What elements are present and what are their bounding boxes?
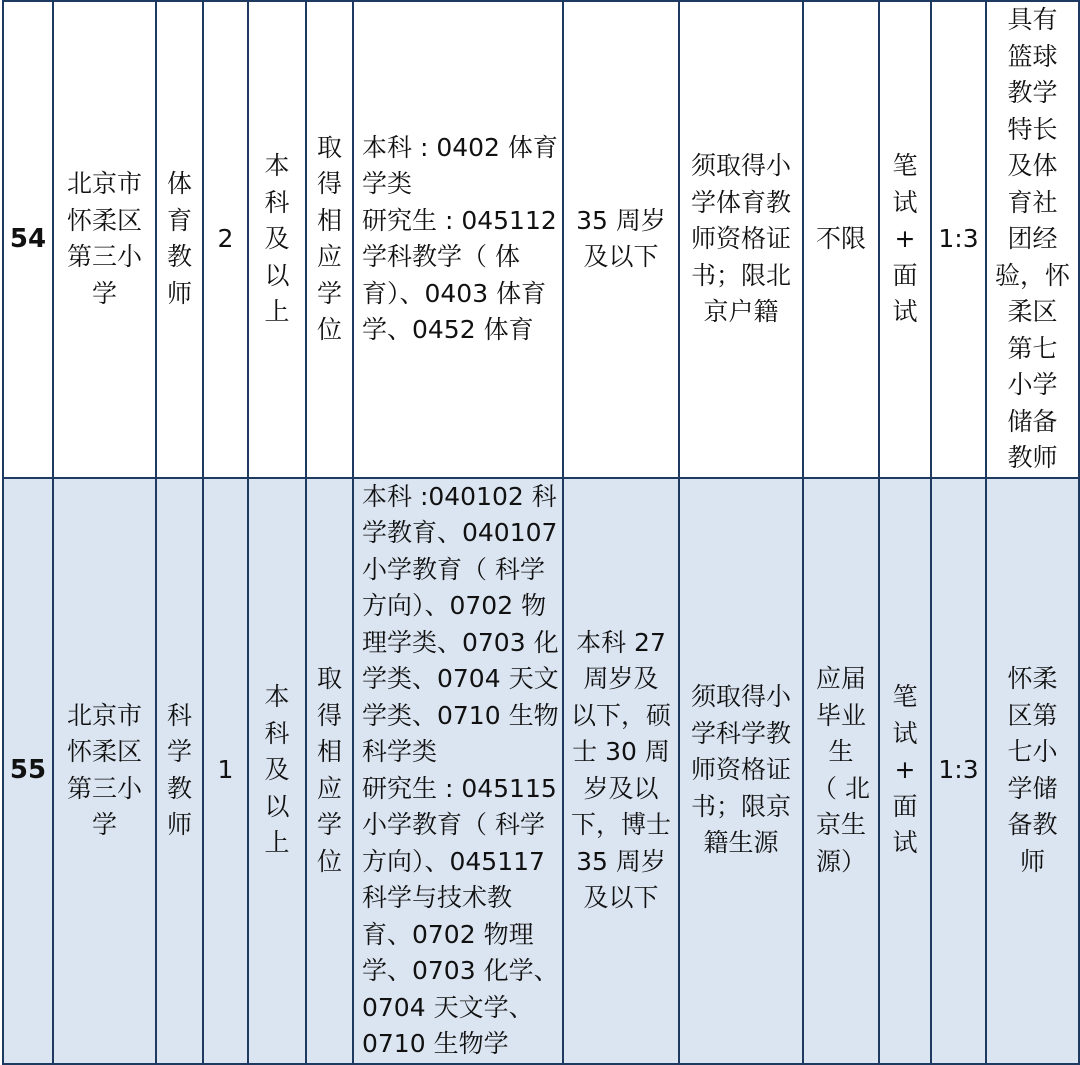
cell-degree-line: 得: [316, 700, 342, 730]
table-row: [3, 1, 1079, 478]
cell-exam-line: 试: [892, 718, 918, 748]
cell-position-line: 育: [166, 205, 192, 235]
cell-ratio: [931, 1, 986, 478]
cell-major-line: 学类、0704 天文: [362, 664, 559, 693]
cell-major-line: 本科 :040102 科: [362, 481, 557, 511]
cell-major-line: 0710 生物学: [362, 1029, 509, 1058]
table-body: [3, 1, 1079, 1064]
cell-unit: [53, 1, 156, 478]
cell-major-line: 方向）、0702 物: [362, 591, 547, 620]
cell-exam-line: 面: [892, 791, 918, 821]
cell-unit-line: 第三小: [66, 242, 142, 272]
cell-major-line: 学类: [362, 169, 413, 199]
cell-qualification-line: 须取得小: [690, 151, 791, 180]
cell-qualification-line: 书；限北: [690, 260, 791, 290]
cell-remarks-line: 柔区: [1007, 297, 1058, 326]
cell-major-line: 理学类、0703 化: [362, 627, 559, 657]
cell-remarks-line: 学储: [1007, 773, 1058, 803]
cell-household-line: 应届: [815, 664, 866, 693]
cell-remarks-line: 及体: [1007, 151, 1058, 180]
cell-major-line: 学教育、040107: [362, 518, 558, 547]
cell-education: [248, 1, 306, 478]
cell-number-text: 55: [9, 755, 47, 786]
cell-qualification: [679, 478, 803, 1064]
cell-unit-line: 北京市: [66, 169, 142, 199]
cell-degree-line: 相: [316, 737, 342, 766]
cell-degree-line: 相: [316, 205, 342, 235]
cell-major-line: 学类、0710 生物: [362, 700, 559, 730]
cell-unit-line: 怀柔区: [66, 737, 142, 766]
cell-major-line: 研究生 : 045112: [362, 205, 557, 235]
cell-position-line: 师: [166, 278, 192, 308]
cell-ratio-text: 1:3: [938, 755, 979, 785]
cell-exam-line: 试: [892, 187, 918, 217]
cell-education-line: 科: [264, 718, 290, 748]
cell-exam-line: 面: [892, 260, 918, 290]
cell-education-line: 及: [264, 755, 290, 785]
cell-major-line: 本科 : 0402 体育: [362, 132, 558, 162]
cell-unit-line: 怀柔区: [66, 205, 142, 235]
cell-education: [248, 478, 306, 1064]
cell-major: [353, 478, 563, 1064]
cell-remarks-line: 七小: [1007, 737, 1058, 766]
cell-household-line: 毕业: [815, 700, 866, 730]
cell-age: [563, 1, 679, 478]
cell-degree-line: 取: [316, 132, 342, 162]
cell-position-line: 学: [166, 737, 192, 766]
cell-ratio-text: 1:3: [938, 224, 979, 253]
cell-degree-line: 应: [316, 242, 342, 272]
cell-degree-line: 学: [316, 278, 342, 308]
cell-major-line: 学、0703 化学、: [362, 956, 559, 985]
cell-degree-line: 取: [316, 664, 342, 693]
cell-qualification-line: 学体育教: [690, 187, 791, 217]
cell-unit-line: 第三小: [66, 773, 142, 803]
table-row: [3, 478, 1079, 1064]
cell-degree-line: 得: [316, 169, 342, 199]
cell-qualification-line: 师资格证: [690, 224, 791, 253]
cell-remarks-line: 团经: [1007, 224, 1058, 253]
cell-remarks-line: 教学: [1007, 78, 1058, 107]
cell-exam-line: 笔: [892, 682, 918, 712]
cell-remarks-line: 备教: [1007, 810, 1058, 839]
cell-age-line: 35 周岁: [576, 846, 666, 876]
cell-age-line: 下，博士: [570, 810, 671, 839]
cell-household-line: 京生: [815, 810, 866, 839]
cell-exam: [879, 478, 931, 1064]
cell-major-line: 小学教育（ 科学: [362, 554, 545, 584]
cell-age-line: 士 30 周: [572, 737, 670, 766]
cell-remarks-line: 教师: [1007, 443, 1058, 472]
cell-remarks-line: 具有: [1007, 5, 1058, 34]
cell-household-line: 生: [828, 737, 854, 766]
cell-position-line: 体: [166, 169, 192, 199]
cell-education-line: 上: [264, 297, 290, 326]
cell-qualification-line: 书；限京: [690, 791, 791, 821]
cell-major-line: 方向）、045117: [362, 846, 545, 876]
cell-count-text: 1: [217, 755, 234, 785]
cell-unit-line: 北京市: [66, 700, 142, 730]
cell-number: [3, 1, 53, 478]
cell-household-line: （ 北: [812, 773, 870, 803]
cell-ratio: [931, 478, 986, 1064]
cell-position-line: 师: [166, 810, 192, 839]
cell-count-text: 2: [217, 224, 234, 253]
cell-degree: [306, 1, 353, 478]
cell-qualification-line: 籍生源: [703, 828, 779, 858]
cell-degree-line: 位: [316, 315, 342, 345]
cell-remarks-line: 小学: [1007, 370, 1058, 399]
cell-education-line: 本: [264, 151, 290, 180]
cell-exam-line: +: [894, 224, 916, 253]
cell-age-line: 以下，硕: [570, 700, 671, 730]
cell-unit-line: 学: [91, 810, 117, 839]
cell-degree-line: 位: [316, 846, 342, 876]
cell-major: [353, 1, 563, 478]
cell-remarks: [986, 1, 1079, 478]
cell-household: [803, 478, 879, 1064]
cell-age-line: 及以下: [583, 883, 659, 912]
cell-remarks-line: 储备: [1007, 406, 1058, 436]
cell-unit: [53, 478, 156, 1064]
cell-major-line: 育、0702 物理: [362, 919, 534, 949]
cell-remarks-line: 特长: [1007, 114, 1058, 144]
cell-count: [203, 478, 248, 1064]
recruitment-table: [2, 0, 1080, 1065]
cell-major-line: 科学与技术教: [362, 883, 513, 912]
cell-major-line: 学科教学（ 体: [362, 242, 520, 272]
cell-position: [156, 1, 203, 478]
cell-major-line: 育）、0403 体育: [362, 278, 547, 308]
cell-position-line: 教: [166, 242, 192, 272]
cell-household-line: 源）: [815, 846, 866, 876]
cell-remarks-line: 篮球: [1007, 41, 1058, 71]
cell-remarks-line: 第七: [1007, 333, 1058, 363]
cell-exam-line: 笔: [892, 151, 918, 180]
cell-major-line: 学、0452 体育: [362, 315, 534, 345]
cell-count: [203, 1, 248, 478]
cell-education-line: 科: [264, 187, 290, 217]
cell-unit-line: 学: [91, 278, 117, 308]
cell-remarks-line: 区第: [1007, 700, 1058, 730]
cell-qualification-line: 学科学教: [690, 718, 791, 748]
cell-household-line: 不限: [815, 224, 866, 253]
cell-qualification-line: 京户籍: [703, 297, 779, 326]
cell-education-line: 以: [264, 260, 290, 290]
cell-exam-line: +: [894, 755, 916, 785]
cell-degree: [306, 478, 353, 1064]
cell-number-text: 54: [9, 224, 47, 254]
cell-age-line: 及以下: [583, 242, 659, 272]
cell-age-line: 周岁及: [583, 664, 659, 693]
cell-position-line: 教: [166, 773, 192, 803]
cell-remarks-line: 验，怀: [994, 260, 1070, 290]
cell-exam: [879, 1, 931, 478]
cell-remarks: [986, 478, 1079, 1064]
cell-exam-line: 试: [892, 297, 918, 326]
cell-education-line: 本: [264, 682, 290, 712]
cell-age-line: 本科 27: [576, 627, 666, 657]
cell-major-line: 小学教育（ 科学: [362, 810, 545, 839]
cell-position-line: 科: [166, 700, 192, 730]
cell-number: [3, 478, 53, 1064]
cell-major-line: 研究生 : 045115: [362, 773, 557, 803]
cell-qualification-line: 师资格证: [690, 755, 791, 785]
cell-degree-line: 应: [316, 773, 342, 803]
cell-age-line: 35 周岁: [576, 205, 666, 235]
cell-age: [563, 478, 679, 1064]
cell-qualification-line: 须取得小: [690, 682, 791, 712]
cell-remarks-line: 怀柔: [1007, 664, 1058, 693]
cell-major-line: 0704 天文学、: [362, 992, 534, 1022]
cell-education-line: 上: [264, 828, 290, 858]
cell-remarks-line: 师: [1019, 846, 1045, 876]
cell-age-line: 岁及以: [583, 773, 659, 803]
cell-exam-line: 试: [892, 828, 918, 858]
cell-remarks-line: 育社: [1007, 187, 1058, 217]
cell-education-line: 以: [264, 791, 290, 821]
cell-position: [156, 478, 203, 1064]
cell-education-line: 及: [264, 224, 290, 253]
cell-qualification: [679, 1, 803, 478]
cell-major-line: 科学类: [362, 737, 438, 766]
cell-household: [803, 1, 879, 478]
cell-degree-line: 学: [316, 810, 342, 839]
